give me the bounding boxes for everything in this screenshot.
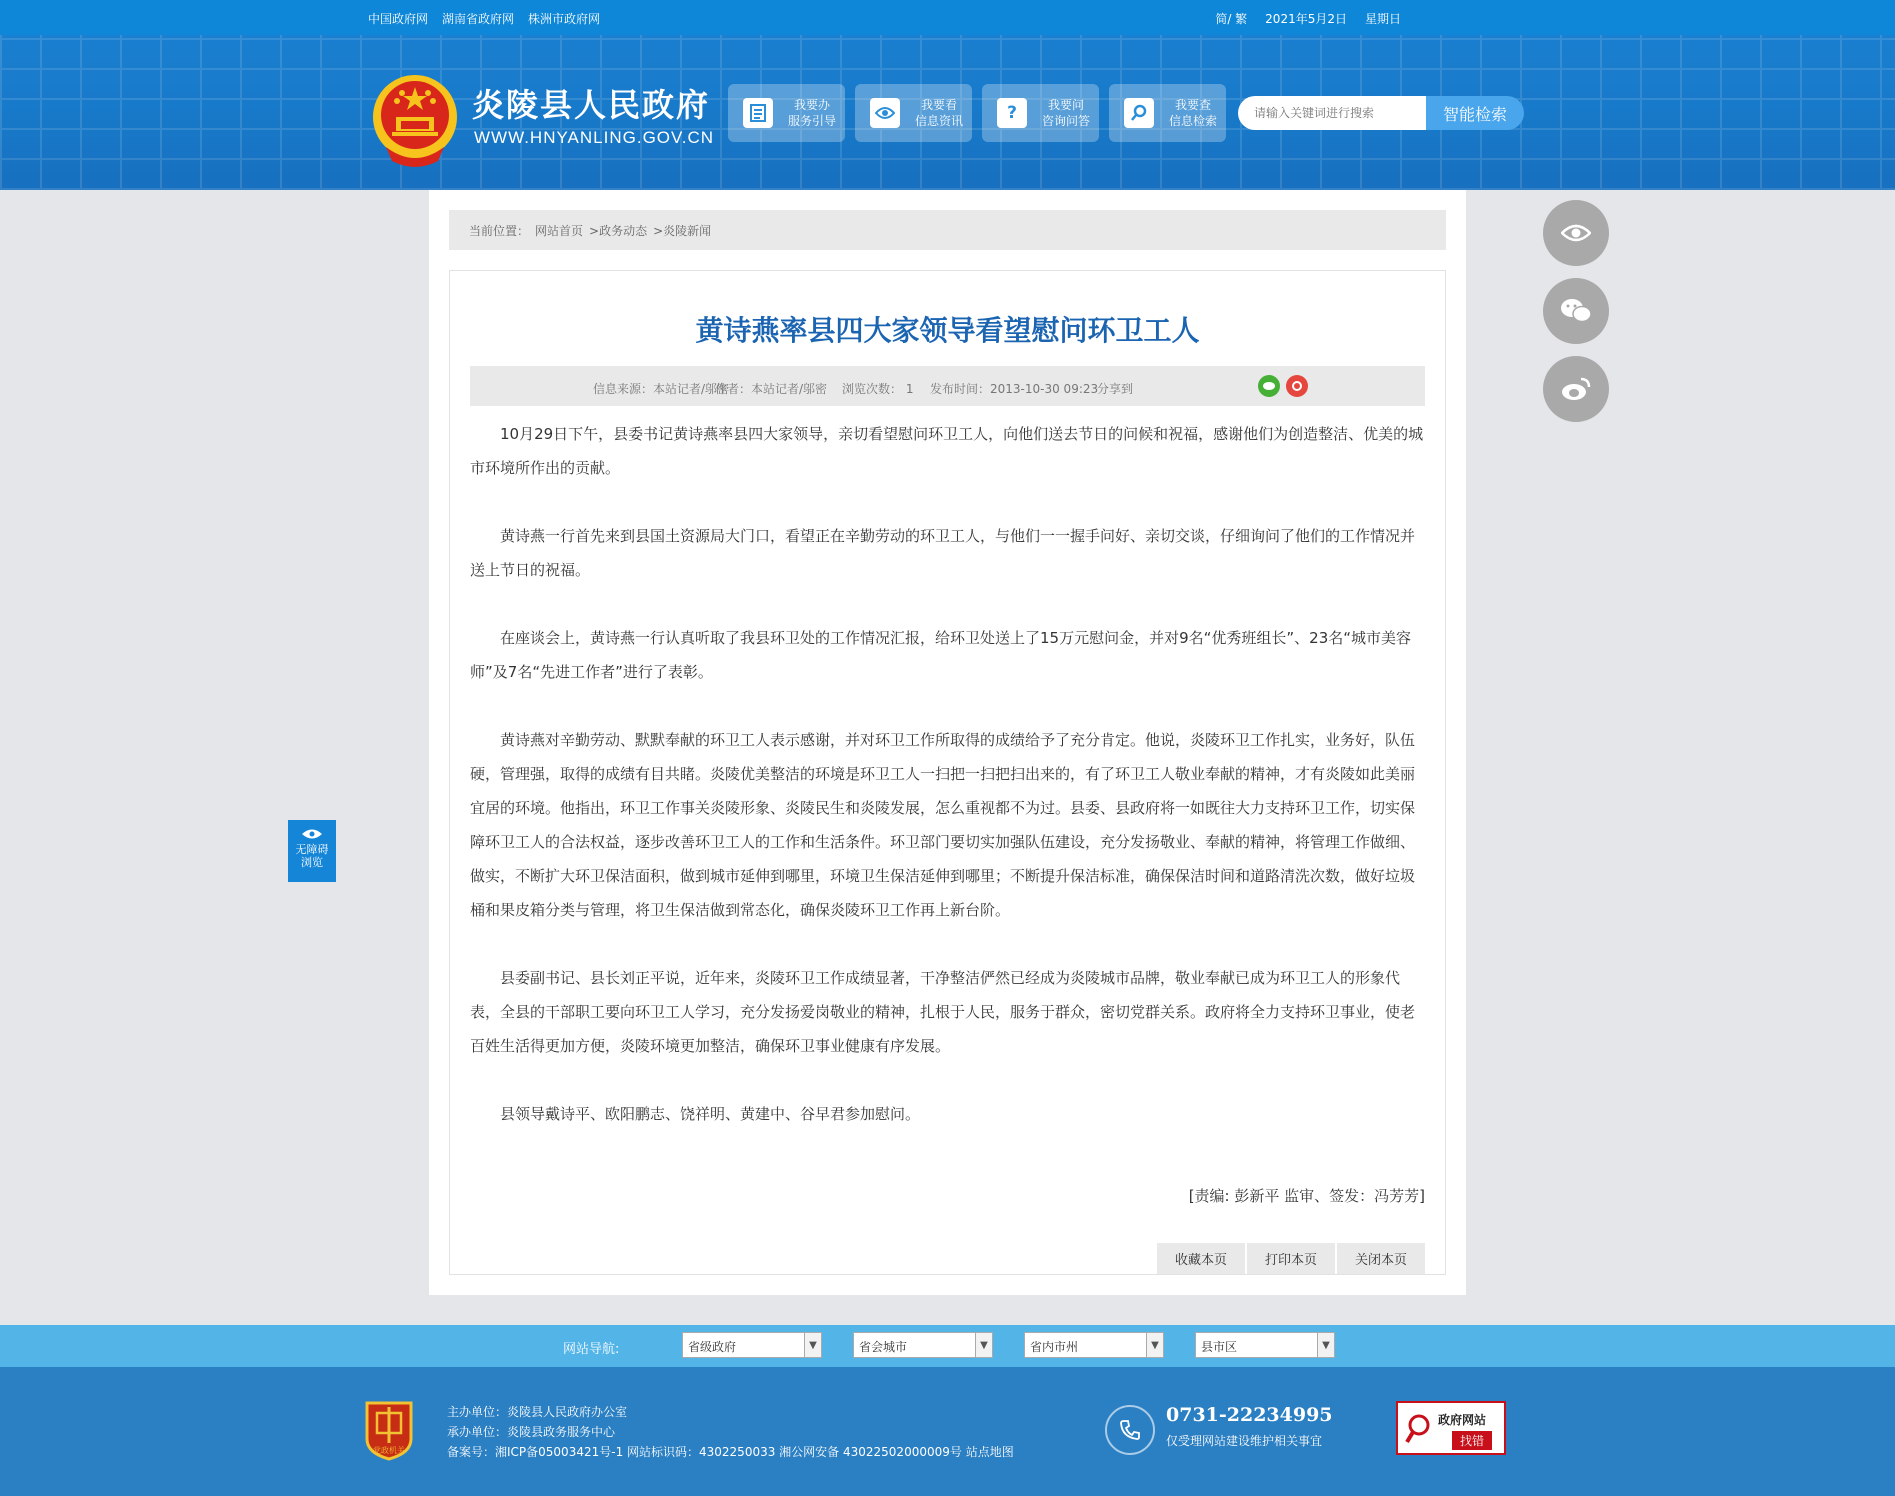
nav-button-search[interactable] (1109, 84, 1226, 142)
accessibility-label: 浏览 (301, 856, 323, 869)
contact-phone-note: 仅受理网站建设维护相关事宜 (1166, 1434, 1323, 1448)
search-icon (1124, 98, 1154, 128)
current-weekday: 星期日 (1364, 12, 1401, 26)
meta-author: 作者：本站记者/邬密 (715, 382, 828, 396)
link-hunan-gov[interactable]: 湖南省政府网 (442, 12, 515, 26)
top-right (1215, 10, 1401, 27)
chevron-down-icon: ▼ (1146, 1333, 1163, 1357)
paragraph: 黄诗燕一行首先来到县国土资源局大门口，看望正在辛勤劳动的环卫工人，与他们一一握手问好、亲切交谈，仔细询问了他们的工作情况并送上节日的祝福。 (470, 527, 1416, 579)
wechat-icon (1560, 298, 1592, 324)
site-title: 炎陵县人民政府 (472, 86, 711, 124)
paragraph: 黄诗燕对辛勤劳动、默默奉献的环卫工人表示感谢，并对环卫工作所取得的成绩给予了充分肯定。他说，炎陵环卫工作扎实，业务好，队伍硬，管理强，取得的成绩有目共睹。炎陵优美整洁的环境是环卫工人一扫把一扫把扫出来的，有了环卫工人敬业奉献的精神，才有炎陵如此美丽宜居的环境。他指出，环卫工作事关炎陵形象、炎陵民生和炎陵发展，怎么重视都不为过。县委、县政府将一如既往大力支持环卫工作，切实保障环卫工人的合法权益，逐步改善环卫工人的工作和生活条件。环卫部门要切实加强队伍建设，充分发扬敬业、奉献的精神，将管理工作做细、做实，不断扩大环卫保洁面积，做到城市延伸到哪里，环境卫生保洁延伸到哪里；不断提升保洁标准，确保保洁时间和道路清洗次数，做好垃圾桶和果皮箱分类与管理，将卫生保洁做到常态化，确保炎陵环卫工作再上新台阶。 (470, 731, 1416, 919)
paragraph: 10月29日下午，县委书记黄诗燕率县四大家领导，亲切看望慰问环卫工人，向他们送去节日的问候和祝福，感谢他们为创造整洁、优美的城市环境所作出的贡献。 (470, 425, 1424, 477)
footer-info (447, 1402, 1014, 1462)
phone-icon (1105, 1405, 1155, 1455)
site-nav-bar (0, 1325, 1895, 1367)
nav-button-service[interactable] (728, 84, 845, 142)
breadcrumb-news[interactable]: >政务动态 (589, 223, 648, 238)
footer-undertake: 承办单位：炎陵县政务服务中心 (447, 1425, 616, 1439)
top-links (368, 10, 600, 27)
nav-button-info[interactable] (855, 84, 972, 142)
accessibility-label: 无障碍 (295, 843, 329, 856)
site-nav-label: 网站导航: (563, 1342, 620, 1357)
site-url: WWW.HNYANLING.GOV.CN (474, 128, 715, 147)
select-province-gov[interactable]: 省级政府 ▼ (682, 1332, 822, 1358)
document-icon (743, 98, 773, 128)
breadcrumb-local-news[interactable]: >炎陵新闻 (653, 223, 712, 238)
paragraph: 县委副书记、县长刘正平说，近年来，炎陵环卫工作成绩显著，干净整洁俨然已经成为炎陵城市品牌，敬业奉献已成为环卫工人的形象代表，全县的干部职工要向环卫工人学习，充分发扬爱岗敬业的精神，扎根于人民，服务于群众，密切党群关系。政府将全力支持环卫事业，使老百姓生活得更加方便，炎陵环境更加整洁，确保环卫事业健康有序发展。 (470, 969, 1416, 1055)
report-label: 政府网站 (1438, 1413, 1487, 1427)
breadcrumb (449, 210, 1446, 250)
search-input[interactable] (1238, 96, 1428, 130)
nav-button-label: 我要查 信息检索 (1169, 98, 1218, 128)
eye-icon (1561, 223, 1591, 243)
party-gov-badge-icon[interactable] (363, 1399, 415, 1461)
share-label: 分享到 (1097, 382, 1134, 396)
footer-record: 备案号：湘ICP备05003421号-1 网站标识码：4302250033 湘公网安备 43022502000009号 站点地图 (447, 1445, 1014, 1459)
weibo-share-icon[interactable] (1286, 375, 1308, 397)
select-capital-city[interactable]: 省会城市 ▼ (853, 1332, 993, 1358)
chevron-down-icon: ▼ (975, 1333, 992, 1357)
paragraph: 县领导戴诗平、欧阳鹏志、饶祥明、黄建中、谷早君参加慰问。 (500, 1105, 921, 1123)
article-body (470, 417, 1425, 1165)
search-box (1238, 96, 1524, 130)
float-weibo-button[interactable] (1543, 356, 1609, 422)
article (449, 270, 1446, 1275)
breadcrumb-label: 当前位置： (469, 223, 530, 238)
report-action: 找错 (1452, 1431, 1492, 1450)
chevron-down-icon: ▼ (804, 1333, 821, 1357)
nav-button-ask[interactable] (982, 84, 1099, 142)
close-page-button[interactable]: 关闭本页 (1337, 1243, 1425, 1274)
meta-views: 浏览次数： 1 (842, 382, 914, 396)
breadcrumb-home[interactable]: 网站首页 (535, 223, 584, 238)
eye-icon (301, 828, 323, 840)
magnifier-icon (1404, 1411, 1432, 1447)
link-china-gov[interactable]: 中国政府网 (368, 12, 429, 26)
content-container (429, 190, 1466, 1295)
select-county[interactable]: 县市区 ▼ (1195, 1332, 1335, 1358)
select-prefecture[interactable]: 省内市州 ▼ (1024, 1332, 1164, 1358)
svg-text:党政机关: 党政机关 (373, 1446, 405, 1455)
link-zhuzhou-gov[interactable]: 株洲市政府网 (528, 12, 601, 26)
bookmark-button[interactable]: 收藏本页 (1157, 1243, 1245, 1274)
float-wechat-button[interactable] (1543, 278, 1609, 344)
accessibility-button[interactable] (288, 820, 336, 882)
article-title: 黄诗燕率县四大家领导看望慰问环卫工人 (695, 314, 1200, 347)
top-bar (0, 0, 1895, 35)
contact-phone: 0731-22234995 (1166, 1404, 1333, 1426)
print-button[interactable]: 打印本页 (1247, 1243, 1335, 1274)
site-footer (0, 1367, 1895, 1496)
current-date: 2021年5月2日 (1265, 12, 1347, 26)
lang-toggle[interactable]: 简/ 繁 (1215, 12, 1248, 26)
paragraph: 在座谈会上，黄诗燕一行认真听取了我县环卫处的工作情况汇报，给环卫处送上了15万元慰问金，并对9名“优秀班组长”、23名“城市美容师”及7名“先进工作者”进行了表彰。 (470, 629, 1412, 681)
article-actions (1157, 1243, 1425, 1274)
nav-button-label: 我要看 信息资讯 (915, 98, 964, 128)
nav-button-label: 我要问 咨询问答 (1042, 98, 1091, 128)
search-button[interactable]: 智能检索 (1426, 96, 1524, 130)
wechat-share-icon[interactable] (1258, 375, 1280, 397)
nav-button-label: 我要办 服务引导 (788, 98, 837, 128)
question-icon: ? (997, 98, 1027, 128)
site-header (0, 35, 1895, 190)
meta-published: 发布时间：2013-10-30 09:23 (930, 382, 1099, 396)
report-error-button[interactable] (1396, 1401, 1506, 1455)
editor-credit: [责编: 彭新平 监审、签发：冯芳芳] (1188, 1187, 1425, 1205)
article-meta (470, 366, 1425, 406)
chevron-down-icon: ▼ (1317, 1333, 1334, 1357)
meta-source: 信息来源：本站记者/邬密 (593, 382, 730, 396)
weibo-icon (1561, 376, 1591, 402)
national-emblem-icon (366, 69, 464, 169)
eye-icon (870, 98, 900, 128)
float-eye-button[interactable] (1543, 200, 1609, 266)
footer-host: 主办单位：炎陵县人民政府办公室 (447, 1405, 628, 1419)
